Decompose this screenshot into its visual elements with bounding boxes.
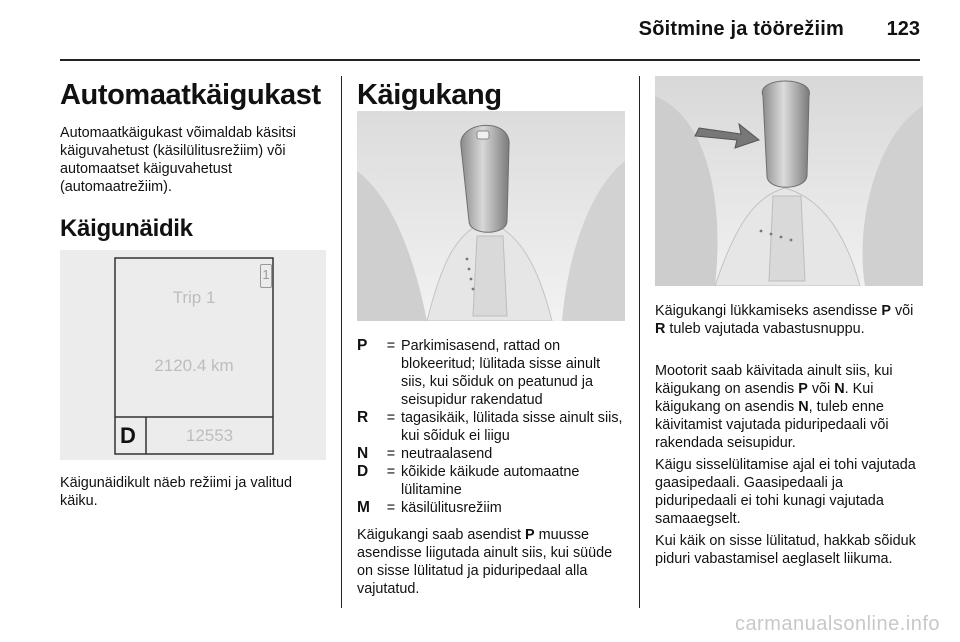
gear-lever-heading: Käigukang <box>357 79 502 111</box>
engine-start-paragraph: Mootorit saab käivitada ainult siis, kui käigukang on asendis P või N. Kui käigukang on asendis N, tuleb enne käivitamist vajutada piduripedaali või rakendada seisupidur. <box>655 363 893 451</box>
definition-row: R = tagasikäik, lülitada sisse ainult siis, kui sõiduk ei liigu <box>357 409 623 444</box>
trip-distance: 2120.4 km <box>154 356 234 375</box>
pedal-warning-paragraph: Käigu sisselülitamise ajal ei tohi vajutada gaasipedaali. Gaasipedaali ja piduripedaali ei tohi kunagi vajutada samaaegselt. <box>655 457 916 527</box>
release-button-paragraph: Käigukangi lükkamiseks asendisse P või R tuleb vajutada vabastusnuppu. <box>655 303 914 337</box>
definition-text: kõikide käikude automaatne lülitamine <box>401 464 580 498</box>
gear-lever-drawing <box>357 111 625 321</box>
watermark: carmanualsonline.info <box>734 613 940 635</box>
definition-key: N <box>357 445 369 462</box>
page-number: 123 <box>886 18 920 40</box>
lever-paragraph: Käigukangi saab asendist P muusse asendisse liigutada ainult siis, kui süüde on sisse lülitatud ja piduripedaal alla vajutatud. <box>357 527 613 597</box>
page-header <box>0 0 960 60</box>
definition-key: R <box>357 409 369 426</box>
gear-indicator-caption: Käigunäidikult näeb režiimi ja valitud käiku. <box>60 475 292 509</box>
definition-row: M = käsilülitusrežiim <box>357 499 623 517</box>
definition-key: P <box>357 337 368 354</box>
gear-indicator-figure <box>60 250 326 460</box>
release-button-drawing <box>655 76 923 286</box>
definition-text: Parkimisasend, rattad on blokeeritud; lülitada sisse ainult siis, kui sõiduk on peatunud ja seisupidur rakendatud <box>401 338 601 408</box>
definition-text: neutraalasend <box>401 446 493 462</box>
odometer-value: 12553 <box>185 426 234 445</box>
definition-text: tagasikäik, lülitada sisse ainult siis, kui sõiduk ei liigu <box>401 410 623 444</box>
column-divider-1 <box>341 76 342 608</box>
trip-label: Trip 1 <box>172 288 216 307</box>
creep-paragraph: Kui käik on sisse lülitatud, hakkab sõiduk piduri vabastamisel aeglaselt liikuma. <box>655 533 916 567</box>
header-rule <box>60 59 920 61</box>
definition-row: P = Parkimisasend, rattad on blokeeritud; lülitada sisse ainult siis, kui sõiduk on peatunud ja seisupidur rakendatud <box>357 337 623 409</box>
intro-paragraph: Automaatkäigukast võimaldab käsitsi käiguvahetust (käsilülitusrežiim) või automaatset käiguvahetust (automaatrežiim). <box>60 125 296 195</box>
release-button-figure <box>655 76 923 286</box>
chapter-heading: Automaatkäigukast <box>60 79 321 111</box>
gear-letter: D <box>120 423 136 448</box>
gear-lever-figure <box>357 111 625 321</box>
column-divider-2 <box>639 76 640 608</box>
gear-indicator-heading: Käigunäidik <box>60 215 193 242</box>
definition-row: D = kõikide käikude automaatne lülitamine <box>357 463 623 499</box>
definition-text: käsilülitusrežiim <box>401 500 502 516</box>
definition-key: M <box>357 499 370 516</box>
trip-corner-icon: 1 <box>260 264 272 288</box>
section-title: Sõitmine ja töörežiim <box>638 18 844 40</box>
gear-positions-list <box>357 337 623 517</box>
definition-key: D <box>357 463 369 480</box>
definition-row: N = neutraalasend <box>357 445 623 463</box>
